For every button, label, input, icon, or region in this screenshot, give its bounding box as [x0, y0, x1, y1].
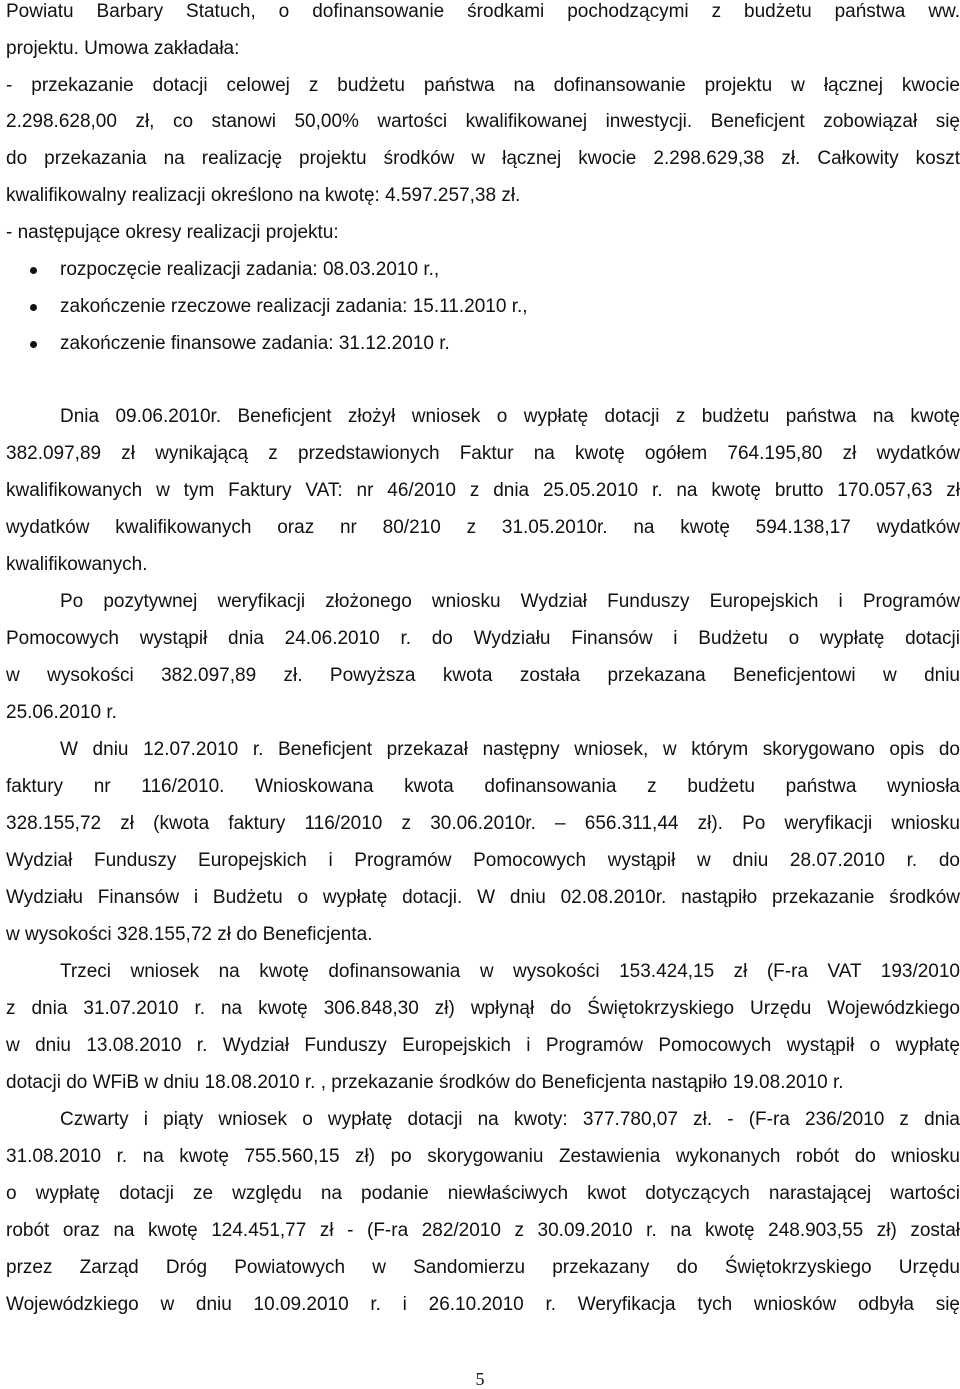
text-line: w wysokości 328.155,72 zł do Beneficjenta. [6, 924, 373, 945]
list-item-text: zakończenie finansowe zadania: 31.12.2010 r. [60, 333, 450, 354]
bullet-icon [30, 341, 37, 348]
text-line: Wydział Funduszy Europejskich i Programów Pomocowych wystąpił w dniu 28.07.2010 r. do [6, 850, 960, 871]
text-line: 31.08.2010 r. na kwotę 755.560,15 zł) po skorygowaniu Zestawienia wykonanych robót do wniosku [6, 1146, 960, 1167]
text-line: Pomocowych wystąpił dnia 24.06.2010 r. do Wydziału Finansów i Budżetu o wypłatę dotacji [6, 628, 960, 649]
text-line: Wydziału Finansów i Budżetu o wypłatę dotacji. W dniu 02.08.2010r. nastąpiło przekazanie środków [6, 887, 960, 908]
list-item [30, 332, 730, 356]
bullet-icon [30, 304, 37, 311]
text-line: przez Zarząd Dróg Powiatowych w Sandomierzu przekazany do Świętokrzyskiego Urzędu [6, 1257, 960, 1278]
text-line: W dniu 12.07.2010 r. Beneficjent przekazał następny wniosek, w którym skorygowano opis do [60, 739, 960, 760]
text-line: 382.097,89 zł wynikającą z przedstawionych Faktur na kwotę ogółem 764.195,80 zł wydatków [6, 443, 960, 464]
text-line: o wypłatę dotacji ze względu na podanie niewłaściwych kwot dotyczących narastającej wartości [6, 1183, 960, 1204]
text-line: Wojewódzkiego w dniu 10.09.2010 r. i 26.10.2010 r. Weryfikacja tych wniosków odbyła się [6, 1294, 960, 1315]
text-line: faktury nr 116/2010. Wnioskowana kwota dofinansowania z budżetu państwa wyniosła [6, 776, 960, 797]
text-line: Trzeci wniosek na kwotę dofinansowania w wysokości 153.424,15 zł (F-ra VAT 193/2010 [60, 961, 960, 982]
text-line: 25.06.2010 r. [6, 702, 117, 723]
text-line: Powiatu Barbary Statuch, o dofinansowanie środkami pochodzącymi z budżetu państwa ww. [6, 1, 960, 22]
text-line: kwalifikowalny realizacji określono na kwotę: 4.597.257,38 zł. [6, 185, 521, 206]
list-item [30, 258, 730, 282]
text-line: kwalifikowanych. [6, 554, 148, 575]
text-line: wydatków kwalifikowanych oraz nr 80/210 z 31.05.2010r. na kwotę 594.138,17 wydatków [6, 517, 960, 538]
page-number: 5 [475, 1369, 485, 1389]
bullet-icon [30, 267, 37, 274]
list-item-text: rozpoczęcie realizacji zadania: 08.03.2010 r., [60, 259, 440, 280]
text-line: - przekazanie dotacji celowej z budżetu państwa na dofinansowanie projektu w łącznej kwocie [6, 75, 960, 96]
text-line: 328.155,72 zł (kwota faktury 116/2010 z 30.06.2010r. – 656.311,44 zł). Po weryfikacji wniosku [6, 813, 960, 834]
text-line: robót oraz na kwotę 124.451,77 zł - (F-ra 282/2010 z 30.09.2010 r. na kwotę 248.903,55 zł) został [6, 1220, 960, 1241]
text-line: w dniu 13.08.2010 r. Wydział Funduszy Europejskich i Programów Pomocowych wystąpił o wypłatę [6, 1035, 960, 1056]
text-line: z dnia 31.07.2010 r. na kwotę 306.848,30 zł) wpłynął do Świętokrzyskiego Urzędu Wojewódzkiego [6, 998, 960, 1019]
list-item-text: zakończenie rzeczowe realizacji zadania: 15.11.2010 r., [60, 296, 528, 317]
text-line: Dnia 09.06.2010r. Beneficjent złożył wniosek o wypłatę dotacji z budżetu państwa na kwotę [60, 406, 960, 427]
text-line: 2.298.628,00 zł, co stanowi 50,00% wartości kwalifikowanej inwestycji. Beneficjent zobowiązał się [6, 111, 960, 132]
list-item [30, 295, 730, 319]
text-line: - następujące okresy realizacji projektu: [6, 222, 339, 243]
text-line: w wysokości 382.097,89 zł. Powyższa kwota została przekazana Beneficjentowi w dniu [6, 665, 960, 686]
text-line: dotacji do WFiB w dniu 18.08.2010 r. , przekazanie środków do Beneficjenta nastąpiło 19.08.2010 r. [6, 1072, 844, 1093]
text-line: do przekazania na realizację projektu środków w łącznej kwocie 2.298.629,38 zł. Całkowity koszt [6, 148, 960, 169]
text-line: kwalifikowanych w tym Faktury VAT: nr 46/2010 z dnia 25.05.2010 r. na kwotę brutto 170.057,63 zł [6, 480, 960, 501]
text-line: Czwarty i piąty wniosek o wypłatę dotacji na kwoty: 377.780,07 zł. - (F-ra 236/2010 z dnia [60, 1109, 960, 1130]
text-line: projektu. Umowa zakładała: [6, 38, 240, 59]
text-line: Po pozytywnej weryfikacji złożonego wniosku Wydział Funduszy Europejskich i Programów [60, 591, 960, 612]
